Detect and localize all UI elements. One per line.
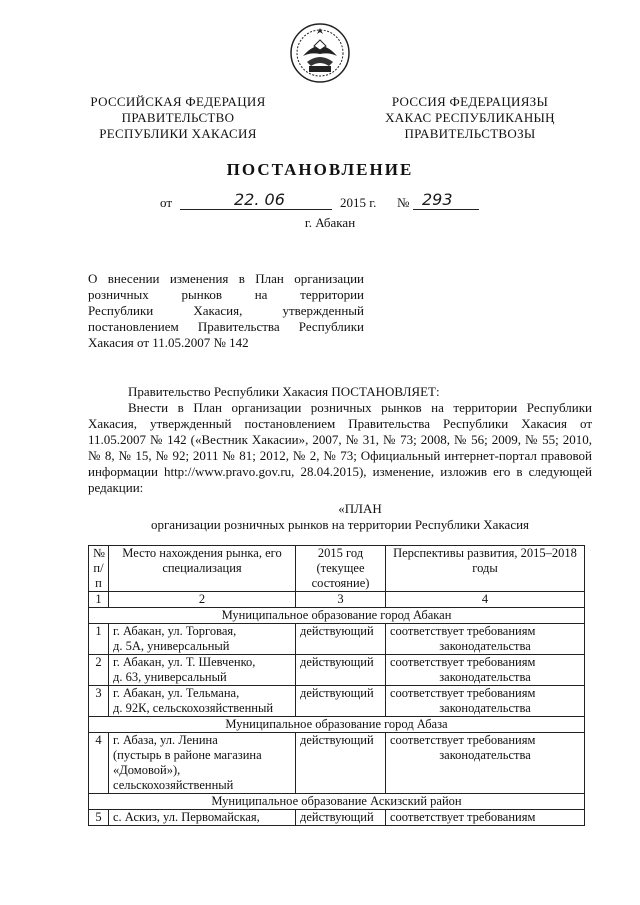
row-no: 3 — [89, 686, 109, 717]
row-prospects — [386, 686, 585, 717]
prospects-line: соответствует требованиям — [390, 655, 536, 669]
handwritten-date: 22. 06 — [234, 190, 285, 209]
number-underline — [413, 209, 479, 210]
row-no: 4 — [89, 733, 109, 794]
table-header-row — [89, 546, 585, 592]
year-label: 2015 г. — [340, 195, 377, 210]
row-state: действующий — [296, 655, 386, 686]
place-line: «Домовой»), — [113, 763, 181, 777]
place-line: г. Абакан, ул. Тельмана, — [113, 686, 240, 700]
header-right-line: ХАКАС РЕСПУБЛИКАНЫҢ — [385, 110, 555, 125]
col-number: 2 — [109, 592, 296, 608]
table-row — [89, 624, 585, 655]
body-paragraph: Правительство Республики Хакасия ПОСТАНОВЛЯЕТ: — [128, 384, 440, 399]
row-no: 2 — [89, 655, 109, 686]
row-prospects — [386, 624, 585, 655]
place-line: д. 92К, сельскохозяйственный — [113, 701, 274, 715]
place-line: г. Абакан, ул. Т. Шевченко, — [113, 655, 256, 669]
row-place — [109, 624, 296, 655]
row-place — [109, 655, 296, 686]
row-place — [109, 686, 296, 717]
table-row — [89, 733, 585, 794]
date-underline — [180, 209, 332, 210]
prospects-line: законодательства — [439, 748, 531, 762]
header-right-line: РОССИЯ ФЕДЕРАЦИЯЗЫ — [391, 94, 549, 109]
plan-heading-line1: «ПЛАН — [338, 501, 382, 516]
document-title: ПОСТАНОВЛЕНИЕ — [226, 160, 414, 179]
group-name: Муниципальное образование Аскизский район — [89, 794, 585, 810]
row-state: действующий — [296, 810, 386, 826]
prospects-line: законодательства — [439, 639, 531, 653]
body-text — [88, 384, 592, 496]
header-right-line: ПРАВИТЕЛЬСТВОЗЫ — [404, 126, 536, 141]
group-name: Муниципальное образование город Абакан — [89, 608, 585, 624]
number-label: № — [397, 195, 410, 210]
row-prospects — [386, 655, 585, 686]
row-prospects — [386, 733, 585, 794]
header-state: 2015 год (текущее состояние) — [296, 546, 386, 592]
prospects-line: законодательства — [439, 701, 531, 715]
row-state: действующий — [296, 686, 386, 717]
header-no: № п/п — [89, 546, 109, 592]
row-state: действующий — [296, 624, 386, 655]
group-row — [89, 608, 585, 624]
row-place — [109, 733, 296, 794]
prospects-line: соответствует требованиям — [390, 733, 536, 747]
subject-line: розничных рынков на территории — [88, 287, 364, 302]
col-number: 3 — [296, 592, 386, 608]
city: г. Абакан — [304, 215, 356, 230]
place-line: д. 63, универсальный — [113, 670, 227, 684]
subject-line: Республики Хакасия, утвержденный — [88, 303, 364, 318]
col-number: 1 — [89, 592, 109, 608]
prospects-line: соответствует требованиям — [390, 624, 536, 638]
row-place: с. Аскиз, ул. Первомайская, — [109, 810, 296, 826]
place-line: (пустырь в районе магазина — [113, 748, 262, 762]
subject-block — [88, 271, 364, 351]
khakassia-coat-of-arms-icon — [289, 22, 351, 84]
column-number-row — [89, 592, 585, 608]
header-left-line: РЕСПУБЛИКИ ХАКАСИЯ — [99, 126, 257, 141]
date-number-line — [160, 191, 490, 211]
group-name: Муниципальное образование город Абаза — [89, 717, 585, 733]
prospects-line: законодательства — [439, 670, 531, 684]
header-place: Место нахождения рынка, его специализация — [109, 546, 296, 592]
plan-heading-line2: организации розничных рынков на территории Республики Хакасия — [150, 517, 530, 532]
group-row — [89, 794, 585, 810]
subject-line: Хакасия от 11.05.2007 № 142 — [88, 335, 249, 350]
header-left — [78, 94, 278, 142]
row-state: действующий — [296, 733, 386, 794]
table-row — [89, 810, 585, 826]
row-no: 5 — [89, 810, 109, 826]
header-left-line: РОССИЙСКАЯ ФЕДЕРАЦИЯ — [90, 94, 266, 109]
subject-line: О внесении изменения в План организации — [88, 271, 364, 286]
subject-line: постановлением Правительства Республики — [88, 319, 364, 334]
header-right — [370, 94, 570, 142]
prospects-line: соответствует требованиям — [390, 686, 536, 700]
place-line: г. Абакан, ул. Торговая, — [113, 624, 237, 638]
place-line: г. Абаза, ул. Ленина — [113, 733, 218, 747]
plan-heading — [88, 501, 592, 533]
table-row — [89, 686, 585, 717]
from-label: от — [160, 195, 173, 210]
group-row — [89, 717, 585, 733]
markets-table — [88, 545, 585, 826]
table-row — [89, 655, 585, 686]
place-line: сельскохозяйственный — [113, 778, 234, 792]
place-line: д. 5А, универсальный — [113, 639, 230, 653]
row-prospects: соответствует требованиям — [386, 810, 585, 826]
handwritten-number: 293 — [422, 190, 453, 209]
col-number: 4 — [386, 592, 585, 608]
header-prospects: Перспективы развития, 2015–2018 годы — [386, 546, 585, 592]
body-paragraph: Внести в План организации розничных рынков на территории Республики Хакасия, утвержденный постановлением Правительства Республики Хакасия от 11.05.2007 № 142 («Вестник Хакасии», 2007, № 31, № 73; 2008, № 56; 2009, № 55; 2010, № 8, № 15, № 92; 2011 № 81; 2012, № 2, № 73; Официальный интернет-портал правовой информации http://www.pravo.gov.ru, 28.04.2015), изменение, изложив его в следующей редакции: — [88, 400, 592, 495]
row-no: 1 — [89, 624, 109, 655]
header-left-line: ПРАВИТЕЛЬСТВО — [121, 110, 235, 125]
